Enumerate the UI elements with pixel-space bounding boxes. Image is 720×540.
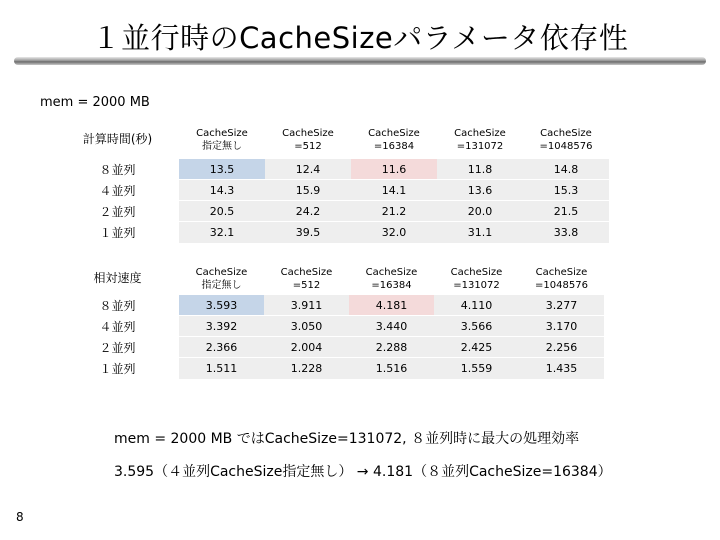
computation-time-table — [56, 120, 609, 243]
table-cell: 31.1 — [437, 222, 523, 243]
table-cell: 3.911 — [264, 295, 349, 316]
table-cell: 1.435 — [519, 358, 604, 379]
table-cell: 15.9 — [265, 180, 351, 201]
relative-speed-table — [56, 262, 604, 379]
table-cell: 21.5 — [523, 201, 609, 222]
table-row — [56, 222, 609, 243]
table-cell: 3.170 — [519, 316, 604, 337]
table-cell: 14.1 — [351, 180, 437, 201]
table-cell: 2.425 — [434, 337, 519, 358]
table-cell: 1.511 — [179, 358, 264, 379]
column-header: CacheSize =512 — [265, 121, 351, 159]
table-cell: 13.6 — [437, 180, 523, 201]
table-row — [56, 337, 604, 358]
table-cell: 2.288 — [349, 337, 434, 358]
title-divider — [14, 57, 706, 65]
table-cell: 3.277 — [519, 295, 604, 316]
table-cell: 20.0 — [437, 201, 523, 222]
column-header: CacheSize =16384 — [351, 121, 437, 159]
table-corner-label: 計算時間(秒) — [56, 121, 179, 159]
row-label: ２並列 — [56, 337, 179, 358]
table-header-row — [56, 263, 604, 295]
table-row — [56, 201, 609, 222]
table-cell: 4.181 — [349, 295, 434, 316]
table-cell: 3.050 — [264, 316, 349, 337]
table-cell: 14.8 — [523, 159, 609, 180]
table-cell: 12.4 — [265, 159, 351, 180]
table-cell: 3.440 — [349, 316, 434, 337]
column-header: CacheSize =16384 — [349, 263, 434, 295]
table-cell: 32.1 — [179, 222, 265, 243]
column-header: CacheSize =131072 — [434, 263, 519, 295]
row-label: ４並列 — [56, 180, 179, 201]
table-corner-label: 相対速度 — [56, 263, 179, 295]
table-cell: 11.8 — [437, 159, 523, 180]
column-header: CacheSize =1048576 — [523, 121, 609, 159]
slide-title: １並行時のCacheSizeパラメータ依存性 — [91, 21, 629, 55]
table-row — [56, 358, 604, 379]
row-label: ８並列 — [56, 159, 179, 180]
table-header-row — [56, 121, 609, 159]
table-cell: 1.228 — [264, 358, 349, 379]
column-header: CacheSize 指定無し — [179, 121, 265, 159]
table-cell: 21.2 — [351, 201, 437, 222]
table-cell: 33.8 — [523, 222, 609, 243]
table-cell: 2.004 — [264, 337, 349, 358]
table-cell: 3.392 — [179, 316, 264, 337]
table-cell: 3.593 — [179, 295, 264, 316]
column-header: CacheSize 指定無し — [179, 263, 264, 295]
table-cell: 2.256 — [519, 337, 604, 358]
table-cell: 32.0 — [351, 222, 437, 243]
table-cell: 24.2 — [265, 201, 351, 222]
table-cell: 20.5 — [179, 201, 265, 222]
table-cell: 3.566 — [434, 316, 519, 337]
table-cell: 1.559 — [434, 358, 519, 379]
row-label: ８並列 — [56, 295, 179, 316]
table-cell: 15.3 — [523, 180, 609, 201]
table-row — [56, 180, 609, 201]
memory-label: mem = 2000 MB — [40, 95, 150, 110]
table-cell: 4.110 — [434, 295, 519, 316]
table-cell: 13.5 — [179, 159, 265, 180]
table-cell: 14.3 — [179, 180, 265, 201]
row-label: ４並列 — [56, 316, 179, 337]
summary-note: mem = 2000 MB ではCacheSize=131072, ８並列時に最大の処理効率 — [114, 431, 580, 447]
table-cell: 11.6 — [351, 159, 437, 180]
row-label: １並列 — [56, 358, 179, 379]
page-number: 8 — [16, 510, 24, 524]
column-header: CacheSize =131072 — [437, 121, 523, 159]
table-cell: 2.366 — [179, 337, 264, 358]
row-label: １並列 — [56, 222, 179, 243]
column-header: CacheSize =512 — [264, 263, 349, 295]
table-row — [56, 159, 609, 180]
column-header: CacheSize =1048576 — [519, 263, 604, 295]
table-row — [56, 316, 604, 337]
row-label: ２並列 — [56, 201, 179, 222]
table-cell: 39.5 — [265, 222, 351, 243]
table-cell: 1.516 — [349, 358, 434, 379]
comparison-note: 3.595（４並列CacheSize指定無し） → 4.181（８並列CacheSize=16384） — [114, 464, 612, 480]
table-row — [56, 295, 604, 316]
